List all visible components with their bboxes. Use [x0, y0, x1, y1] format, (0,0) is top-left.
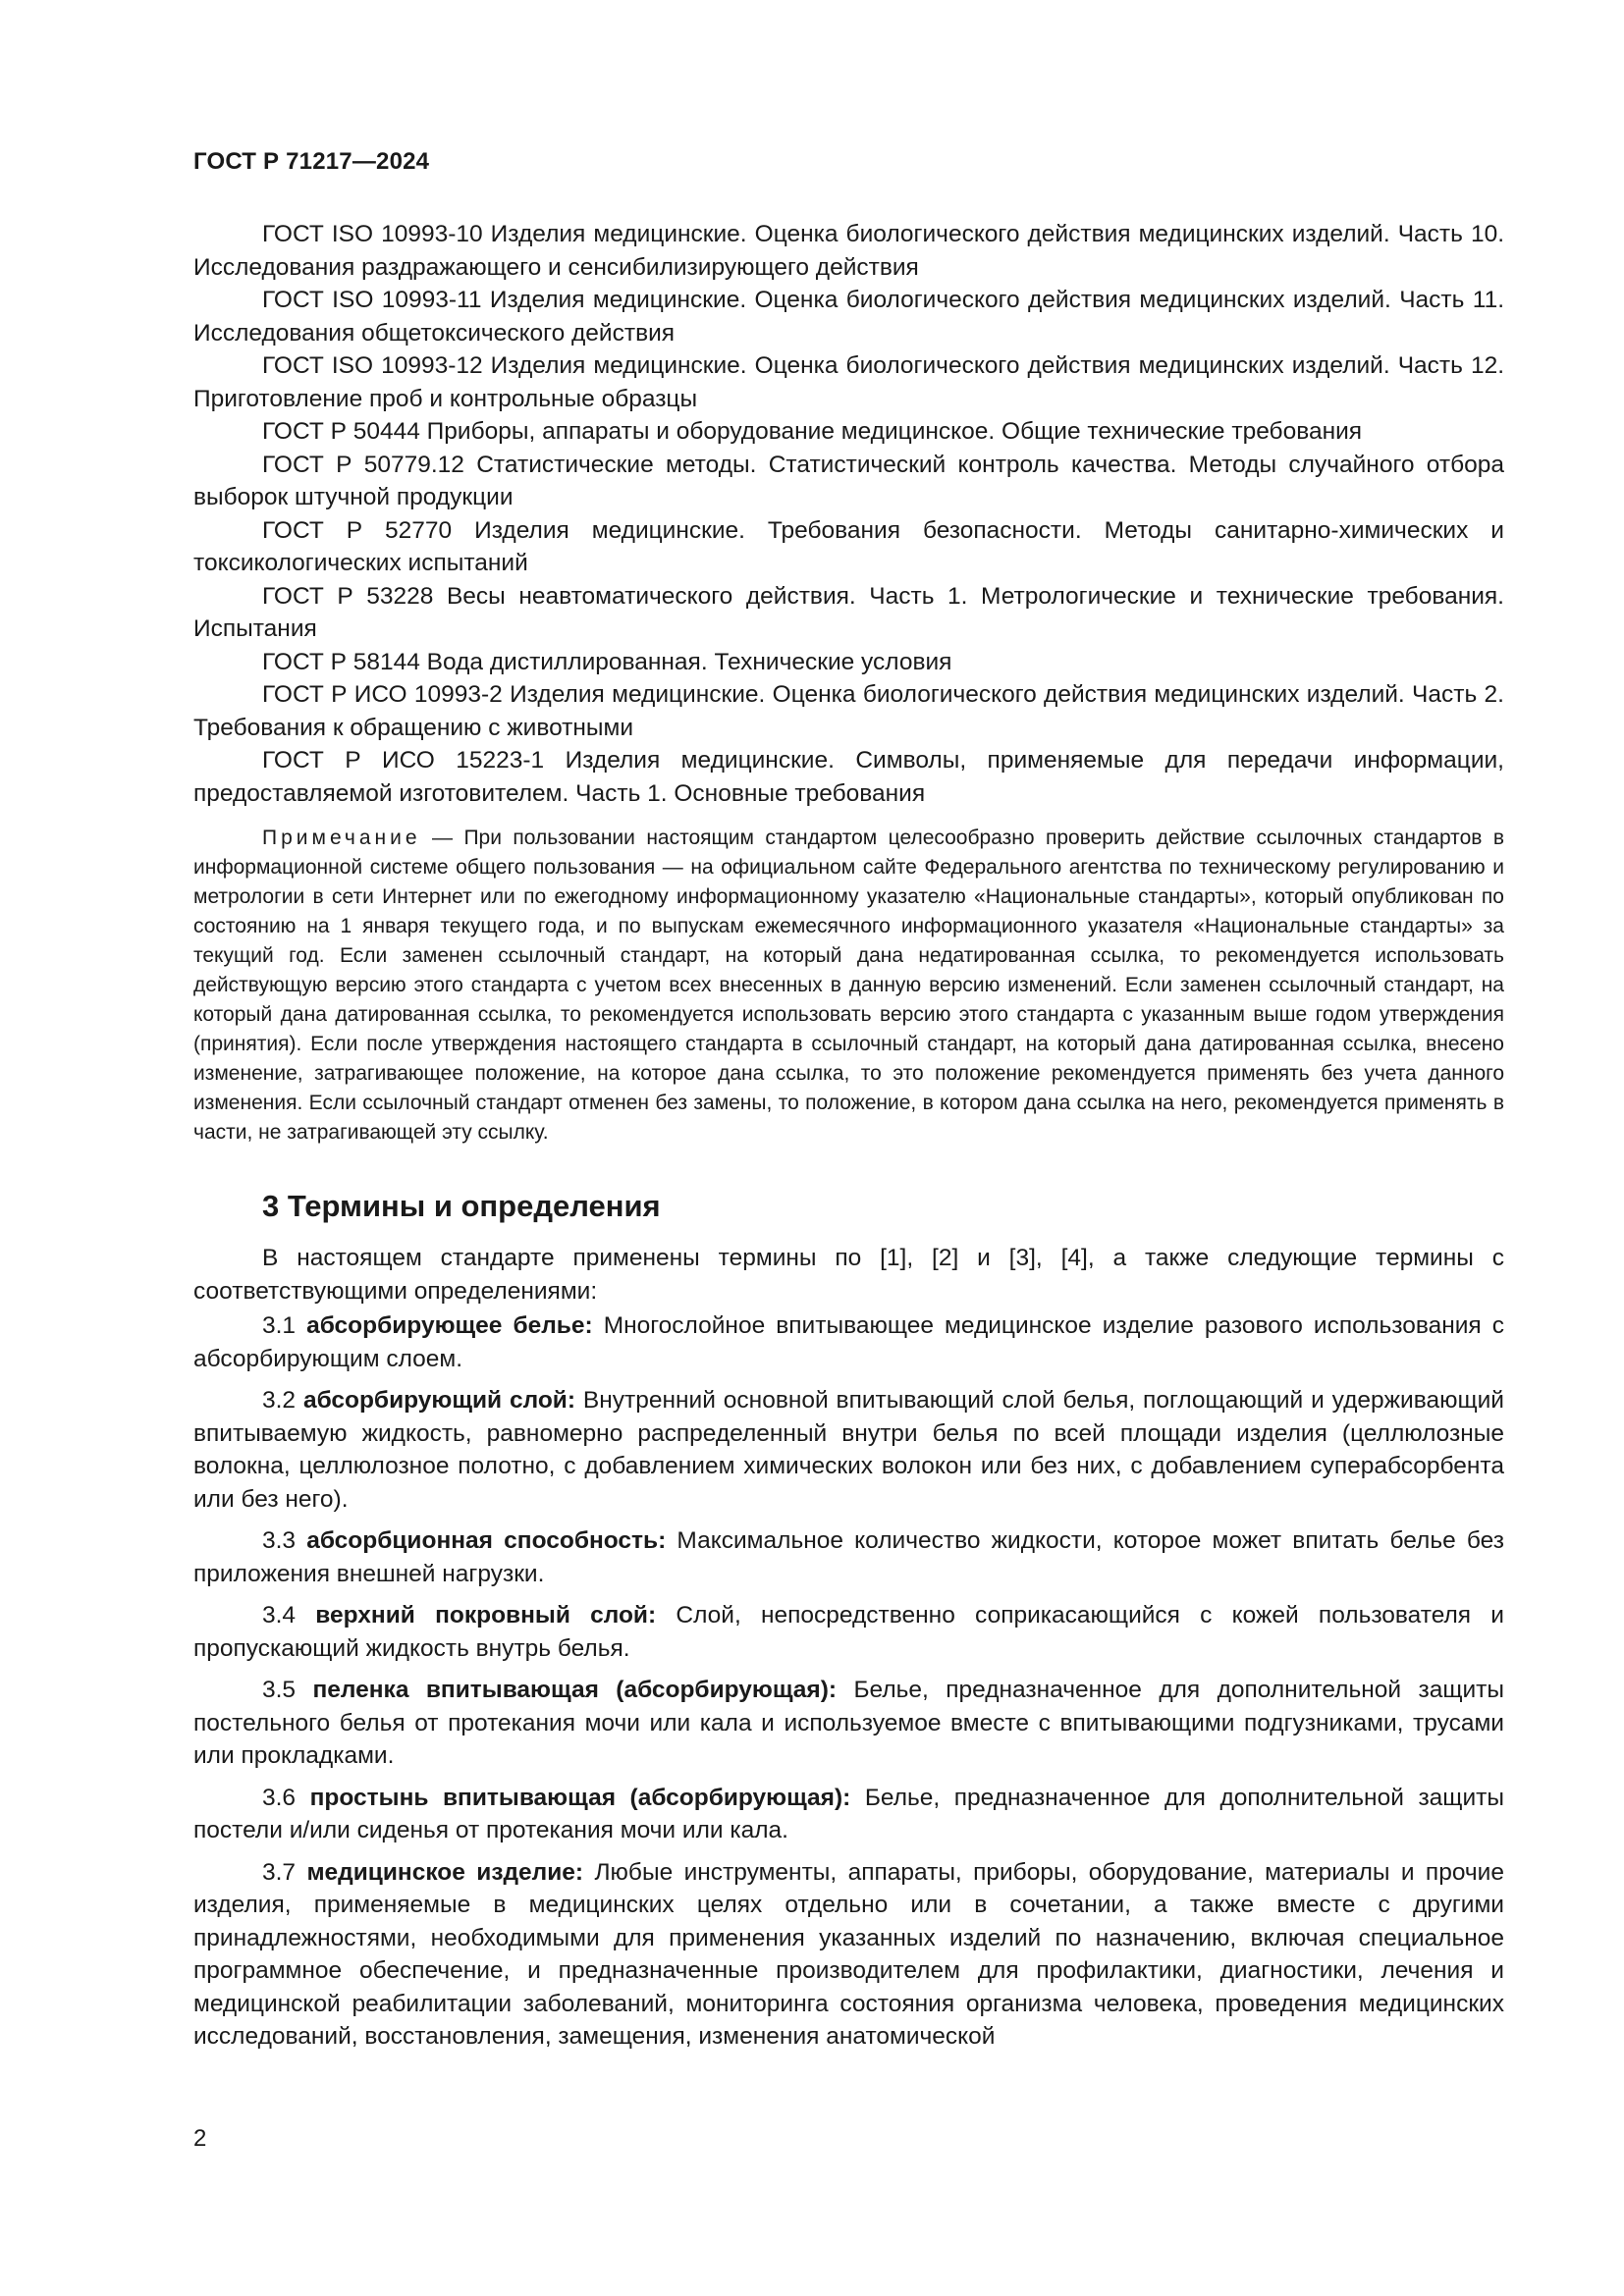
- term-entry: [193, 1856, 1504, 2054]
- normative-references-list: [193, 218, 1504, 810]
- term-definition: Внутренний основной впитывающий слой белья, поглощающий и удерживающий впитываемую жидкость, равномерно распределенный внутри белья по всей площади изделия (целлюлозные волокна, целлюлозное полотно, с добавлением химических волокон или без них, с добавлением суперабсорбента или без него).: [193, 1387, 1504, 1513]
- note-text: — При пользовании настоящим стандартом целесообразно проверить действие ссылочных стандартов в информационной системе общего пользования — на официальном сайте Федерального агентства по техническому регулированию и метрологии в сети Интернет или по ежегодному информационному указателю «Национальные стандарты», который опубликован по состоянию на 1 января текущего года, и по выпускам ежемесячного информационного указателя «Национальные стандарты» за текущий год. Если заменен ссылочный стандарт, на который дана недатированная ссылка, то рекомендуется использовать действующую версию этого стандарта с учетом всех внесенных в данную версию изменений. Если заменен ссылочный стандарт, на который дана датированная ссылка, то рекомендуется использовать версию этого стандарта с указанным выше годом утверждения (принятия). Если после утверждения настоящего стандарта в ссылочный стандарт, на который дана датированная ссылка, внесено изменение, затрагивающее положение, на которое дана ссылка, то это положение рекомендуется применять без учета данного изменения. Если ссылочный стандарт отменен без замены, то положение, в котором дана ссылка на него, рекомендуется применять в части, не затрагивающей эту ссылку.: [193, 827, 1504, 1144]
- note-paragraph: [193, 824, 1504, 1148]
- term-name: пеленка впитывающая (абсорбирующая):: [312, 1677, 838, 1703]
- reference-item: ГОСТ Р ИСО 10993-2 Изделия медицинские. Оценка биологического действия медицинских изделий. Часть 2. Требования к обращению с животными: [193, 681, 1504, 741]
- term-number: 3.7: [262, 1858, 307, 1886]
- reference-item: ГОСТ ISO 10993-10 Изделия медицинские. Оценка биологического действия медицинских изделий. Часть 10. Исследования раздражающего и сенсибилизирующего действия: [193, 221, 1504, 281]
- page-number: 2: [193, 2125, 207, 2152]
- term-number: 3.2: [262, 1387, 303, 1414]
- term-name: простынь впитывающая (абсорбирующая):: [309, 1784, 851, 1811]
- term-entry: [193, 1309, 1504, 1375]
- reference-item: ГОСТ Р 58144 Вода дистиллированная. Технические условия: [262, 648, 952, 675]
- section-intro: В настоящем стандарте применены термины по [1], [2] и [3], [4], а также следующие термины с соответствующими определениями:: [193, 1245, 1504, 1305]
- page-content: [193, 218, 1504, 2062]
- term-entry: [193, 1384, 1504, 1516]
- reference-item: ГОСТ Р 50444 Приборы, аппараты и оборудование медицинское. Общие технические требования: [262, 418, 1363, 445]
- note-label: Примечание: [262, 827, 421, 849]
- term-name: абсорбционная способность:: [306, 1527, 667, 1554]
- term-definition: Многослойное впитывающее медицинское изделие разового использования с абсорбирующим слоем.: [193, 1312, 1504, 1372]
- term-name: абсорбирующее белье:: [306, 1312, 593, 1339]
- section-title: 3 Термины и определения: [262, 1189, 661, 1223]
- term-name: медицинское изделие:: [306, 1858, 584, 1886]
- term-entry: [193, 1782, 1504, 1847]
- term-entry: [193, 1524, 1504, 1590]
- term-number: 3.1: [262, 1312, 307, 1339]
- reference-item: ГОСТ ISO 10993-12 Изделия медицинские. Оценка биологического действия медицинских изделий. Часть 12. Приготовление проб и контрольные образцы: [193, 352, 1504, 412]
- term-number: 3.5: [262, 1677, 313, 1703]
- term-number: 3.3: [262, 1527, 307, 1554]
- reference-item: ГОСТ Р 53228 Весы неавтоматического действия. Часть 1. Метрологические и технические требования. Испытания: [193, 582, 1504, 642]
- term-definition: Белье, предназначенное для дополнительной защиты постельного белья от протекания мочи или кала и используемое вместе с впитывающими подгузниками, трусами или прокладками.: [193, 1677, 1504, 1769]
- term-definition: Максимальное количество жидкости, которое может впитать белье без приложения внешней нагрузки.: [193, 1527, 1504, 1587]
- reference-item: ГОСТ Р 52770 Изделия медицинские. Требования безопасности. Методы санитарно-химических и токсикологических испытаний: [193, 516, 1504, 576]
- term-definition: Любые инструменты, аппараты, приборы, оборудование, материалы и прочие изделия, применяемые в медицинских целях отдельно или в сочетании, а также вместе с другими принадлежностями, необходимыми для применения указанных изделий по назначению, включая специальное программное обеспечение, и предназначенные производителем для профилактики, диагностики, лечения и медицинской реабилитации заболеваний, мониторинга состояния организма человека, проведения медицинских исследований, восстановления, замещения, изменения анатомической: [193, 1858, 1504, 2050]
- reference-item: ГОСТ Р 50779.12 Статистические методы. Статистический контроль качества. Методы случайного отбора выборок штучной продукции: [193, 451, 1504, 510]
- reference-item: ГОСТ ISO 10993-11 Изделия медицинские. Оценка биологического действия медицинских изделий. Часть 11. Исследования общетоксического действия: [193, 287, 1504, 347]
- term-entry: [193, 1599, 1504, 1665]
- term-definition: Белье, предназначенное для дополнительной защиты постели и/или сиденья от протекания мочи или кала.: [193, 1784, 1504, 1843]
- term-number: 3.4: [262, 1602, 316, 1629]
- term-name: абсорбирующий слой:: [302, 1387, 576, 1414]
- term-name: верхний покровный слой:: [315, 1602, 657, 1629]
- term-entry: [193, 1674, 1504, 1773]
- terms-list: [193, 1242, 1504, 2054]
- term-number: 3.6: [262, 1784, 310, 1811]
- term-definition: Слой, непосредственно соприкасающийся с кожей пользователя и пропускающий жидкость внутрь белья.: [193, 1602, 1504, 1662]
- reference-item: ГОСТ Р ИСО 15223-1 Изделия медицинские. Символы, применяемые для передачи информации, предоставляемой изготовителем. Часть 1. Основные требования: [193, 747, 1504, 807]
- document-header: ГОСТ Р 71217—2024: [193, 148, 430, 175]
